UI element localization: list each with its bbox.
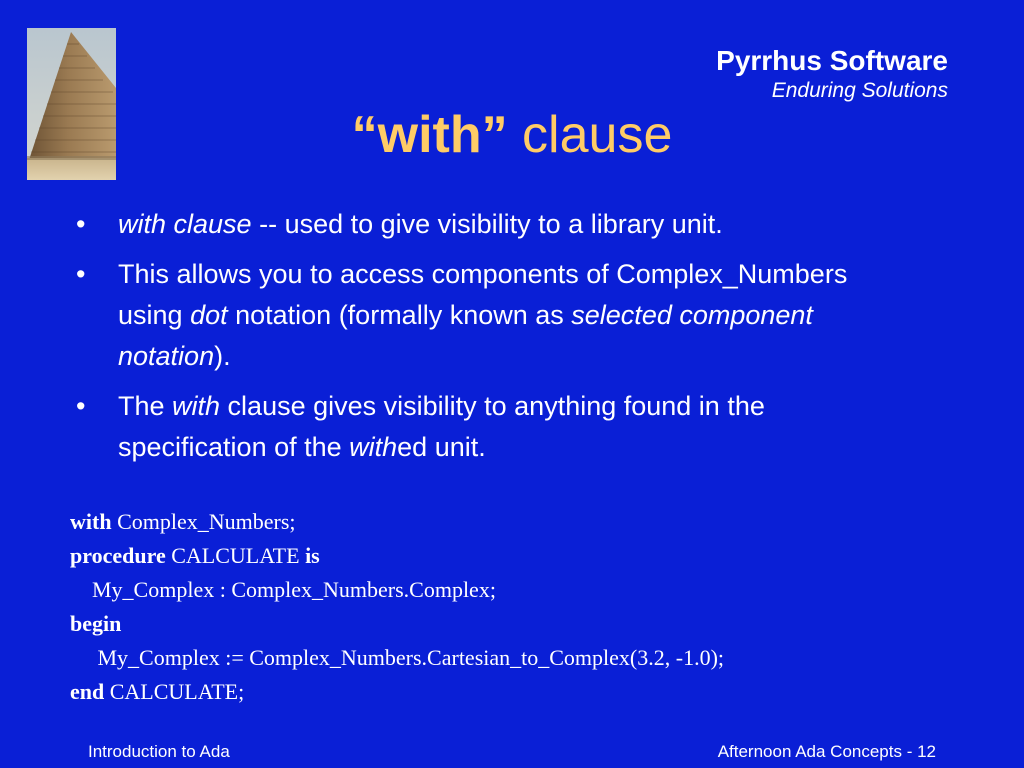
bullet-text-segment: The <box>118 391 173 421</box>
code-line <box>70 641 724 675</box>
bullet-text-segment: with <box>349 432 398 462</box>
company-block <box>716 44 948 104</box>
bullet-text-segment: -- used to give visibility to a library unit. <box>251 209 723 239</box>
code-line <box>70 607 724 641</box>
code-text: CALCULATE <box>165 543 306 568</box>
bullet-marker: • <box>76 259 86 289</box>
code-text: My_Complex : Complex_Numbers.Complex; <box>70 577 496 602</box>
bullet-list <box>76 204 916 477</box>
footer-slide-number: Afternoon Ada Concepts - 12 <box>717 742 936 761</box>
code-text: CALCULATE; <box>104 679 245 704</box>
bullet-text-segment: notation (formally known as <box>227 300 572 330</box>
footer-course-title: Introduction to Ada <box>88 742 230 761</box>
bullet-text-segment: dot <box>190 300 228 330</box>
bullet-text-segment: ). <box>214 341 231 371</box>
bullet-text-segment: ed unit. <box>397 432 486 462</box>
code-keyword: is <box>305 543 320 568</box>
code-line <box>70 573 724 607</box>
slide-title-keyword: “with” <box>351 106 508 164</box>
bullet-text-segment: with <box>172 391 221 421</box>
code-line <box>70 505 724 539</box>
bullet-item <box>76 204 916 245</box>
bullet-item <box>76 386 916 468</box>
code-text: My_Complex := Complex_Numbers.Cartesian_to_Complex(3.2, -1.0); <box>70 645 725 670</box>
bullet-marker: • <box>76 391 86 421</box>
bullet-marker: • <box>76 209 86 239</box>
code-keyword: end <box>70 679 105 704</box>
bullet-text-segment: with clause <box>118 209 252 239</box>
bullet-text-segment: This allows you to access components of Complex_Numbers using <box>118 259 848 330</box>
bullet-text-segment: selected component notation <box>118 300 813 371</box>
company-name: Pyrrhus Software <box>716 45 948 76</box>
company-tagline: Enduring Solutions <box>771 79 948 102</box>
slide-title-rest: clause <box>507 106 673 164</box>
bullet-text-segment: clause gives visibility to anything found in the specification of the <box>118 391 765 462</box>
code-listing <box>70 505 724 709</box>
code-keyword: with <box>70 509 112 534</box>
code-keyword: begin <box>70 611 122 636</box>
code-line <box>70 539 724 573</box>
bullet-item <box>76 254 916 377</box>
slide-title <box>0 103 1024 167</box>
code-line <box>70 675 724 709</box>
code-keyword: procedure <box>70 543 166 568</box>
code-text: Complex_Numbers; <box>111 509 296 534</box>
